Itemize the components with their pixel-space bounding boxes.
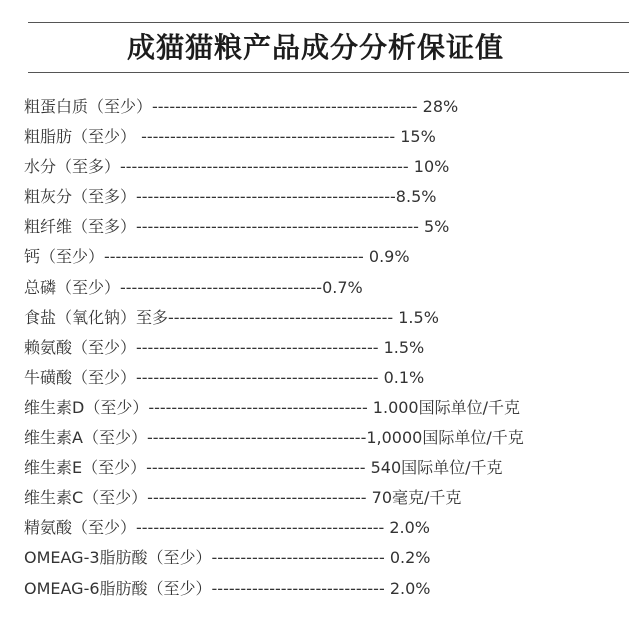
nutrient-row-crude-fiber: 粗纤维（至多）------------------------------------------------- 5% xyxy=(24,217,450,237)
nutrient-row-vitamin-a: 维生素A（至少）--------------------------------------1,0000国际单位/千克 xyxy=(24,428,524,448)
nutrient-row-phosphorus: 总磷（至少）-----------------------------------0.7% xyxy=(24,277,363,297)
nutrient-row-vitamin-d: 维生素D（至少）-------------------------------------- 1.000国际单位/千克 xyxy=(24,397,520,417)
nutrient-row-arginine: 精氨酸（至少）------------------------------------------- 2.0% xyxy=(24,518,430,538)
page-title: 成猫猫粮产品成分分析保证值 xyxy=(126,31,504,64)
nutrient-row-moisture: 水分（至多）-------------------------------------------------- 10% xyxy=(24,157,450,177)
nutrient-row-vitamin-c: 维生素C（至少）-------------------------------------- 70毫克/千克 xyxy=(24,488,462,508)
nutrient-row-calcium: 钙（至少）--------------------------------------------- 0.9% xyxy=(24,247,410,267)
nutrient-row-omega-3: OMEAG-3脂肪酸（至少）------------------------------ 0.2% xyxy=(24,548,431,568)
nutrient-row-crude-protein: 粗蛋白质（至少）---------------------------------------------- 28% xyxy=(24,97,459,116)
top-rule xyxy=(28,22,629,23)
nutrient-row-crude-ash: 粗灰分（至多）---------------------------------------------8.5% xyxy=(24,187,437,207)
nutrient-row-crude-fat: 粗脂肪（至少） -------------------------------------------- 15% xyxy=(24,127,436,147)
nutrient-list xyxy=(24,92,624,604)
nutrient-row-salt: 食盐（氧化钠）至多--------------------------------------- 1.5% xyxy=(24,307,439,327)
nutrient-row-lysine: 赖氨酸（至少）------------------------------------------ 1.5% xyxy=(24,337,425,357)
nutrient-row-vitamin-e: 维生素E（至少）-------------------------------------- 540国际单位/千克 xyxy=(24,458,503,478)
title-underline xyxy=(28,72,629,73)
nutrient-row-omega-6: OMEAG-6脂肪酸（至少）------------------------------ 2.0% xyxy=(24,578,431,598)
nutrient-row-taurine: 牛磺酸（至少）------------------------------------------ 0.1% xyxy=(24,367,425,387)
